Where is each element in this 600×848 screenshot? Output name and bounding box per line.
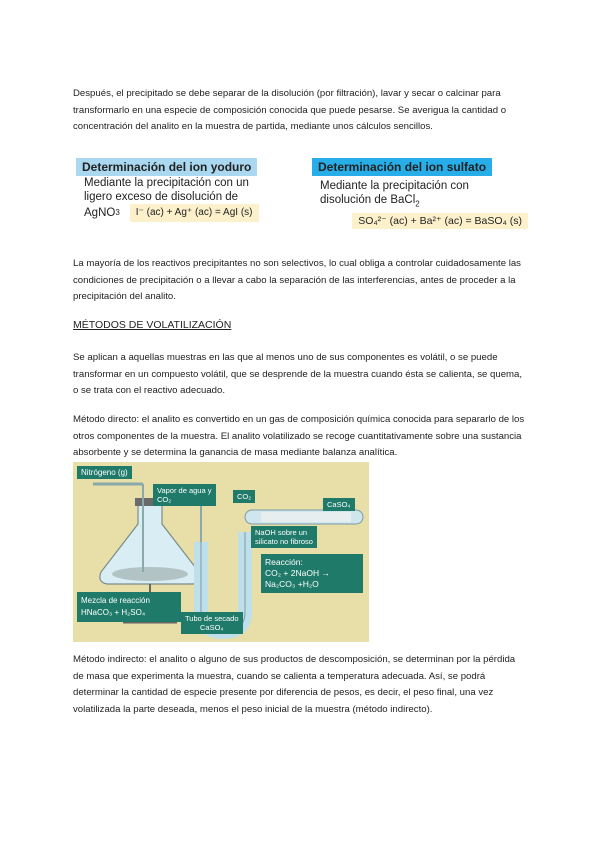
paragraph-selectivity: La mayoría de los reactivos precipitantes no son selectivos, lo cual obliga a controlar cuidadosamente las condiciones de precipitación o a llevar a cabo la separación de las interferencias, antes de proceder a la precipitación del analito. <box>73 258 521 302</box>
label-tubo-secado: Tubo de secado CaSO₄ <box>181 612 243 634</box>
label-nitrogen: Nitrógeno (g) <box>77 466 132 479</box>
paragraph-precipitate-separation: Después, el precipitado se debe separar de la disolución (por filtración), lavar y secar o calcinar para transformarlo en una especie de composición conocida que puede pesarse. Se averigua la cantidad o concentración del analito en la muestra de partida, mediante unos cálculos sencillos. <box>73 88 507 132</box>
label-naoh: NaOH sobre un silicato no fibroso <box>251 526 317 548</box>
yoduro-reagent: AgNO <box>84 207 116 219</box>
label-vapor: Vapor de agua y CO₂ <box>153 484 216 506</box>
sulfato-line1: Mediante la precipitación con <box>320 180 469 192</box>
yoduro-line1: Mediante la precipitación con un <box>84 177 249 189</box>
yoduro-title: Determinación del ion yoduro <box>76 158 257 176</box>
sulfato-line2-sub: 2 <box>415 199 420 209</box>
sulfato-equation-row <box>312 211 530 229</box>
paragraph-volatile-samples: Se aplican a aquellas muestras en las que al menos uno de sus componentes es volátil, o se puede transformar en un compuesto volátil, que se desprende de la muestra cuando ésta se calienta, se quema, o se trata con el reactivo adecuado. <box>73 352 523 396</box>
yoduro-line2: ligero exceso de disolución de <box>84 191 239 203</box>
yoduro-equation: I⁻ (ac) + Ag⁺ (ac) = AgI (s) <box>130 204 259 222</box>
sulfato-title: Determinación del ion sulfato <box>312 158 492 176</box>
label-mezcla: Mezcla de reacción HNaCO₃ + H₂SO₄ <box>77 592 181 622</box>
sulfato-line2-row <box>312 193 530 211</box>
volatilization-diagram <box>73 462 369 642</box>
label-co2: CO₂ <box>233 490 255 503</box>
yoduro-reagent-line <box>76 204 276 222</box>
section-heading-volatilizacion: MÉTODOS DE VOLATILIZACIÓN <box>73 319 232 331</box>
label-caso4-tube: CaSO₄ <box>323 498 355 511</box>
yoduro-box <box>76 158 276 232</box>
paragraph-indirect-method: Método indirecto: el analito o alguno de sus productos de descomposición, se determinan por la pérdida de masa que experimenta la muestra, cuando se calienta a temperatura adecuada. Así, se podrá determinar la cantidad de especie presente por diferencia de pesos, es decir, el peso final, una vez volatilizada la parte deseada, menos el peso inicial de la muestra (método indirecto). <box>73 654 516 715</box>
yoduro-reagent-sub: 3 <box>115 208 120 217</box>
sulfato-box <box>312 158 530 232</box>
absorbent-fill <box>261 512 351 522</box>
label-reaction: Reacción: CO₂ + 2NaOH → Na₂CO₃ +H₂O <box>261 554 363 593</box>
sulfato-equation: SO₄²⁻ (ac) + Ba²⁺ (ac) = BaSO₄ (s) <box>352 213 528 229</box>
flask-liquid <box>112 567 188 581</box>
sulfato-line2: disolución de BaCl <box>320 194 416 206</box>
paragraph-direct-method: Método directo: el analito es convertido en un gas de composición química conocida para separarlo de los otros componentes de la muestra. El analito volatilizado se recoge cuantitativamente sobre una sustancia absorbente y se determina la ganancia de masa mediante balanza analítica. <box>73 414 525 458</box>
